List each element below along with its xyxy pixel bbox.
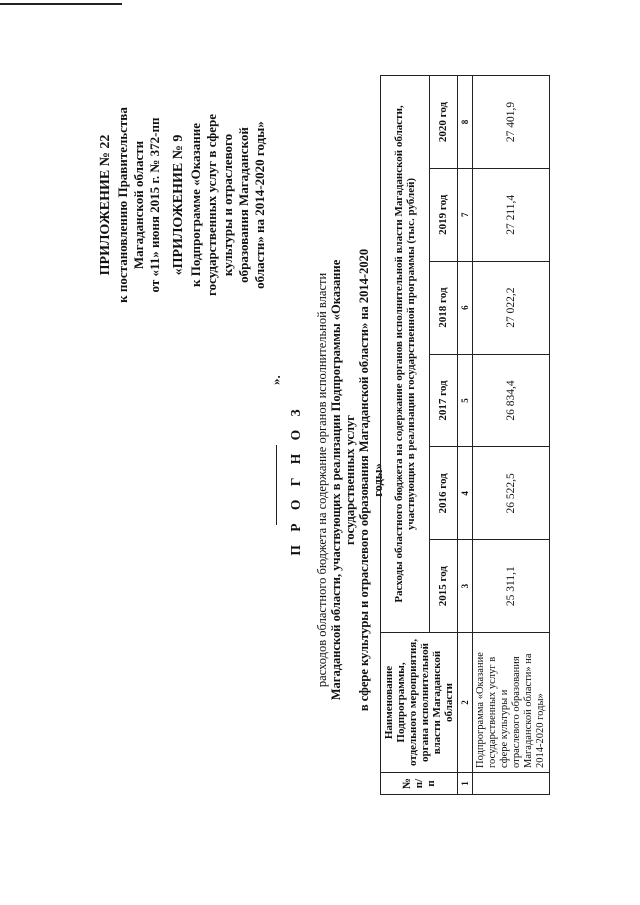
heading-line-3: в сфере культуры и отраслевого образования Магаданской области» на 2014-2020 годы» xyxy=(357,248,385,712)
column-number: 1 xyxy=(458,773,473,795)
value-cell: 25 311,1 xyxy=(473,540,550,633)
column-number: 7 xyxy=(458,168,473,261)
appendix-line-2: Магаданской области xyxy=(131,140,146,270)
appendix-line-1: к постановлению Правительства xyxy=(115,107,130,303)
value-cell: 27 401,9 xyxy=(473,76,550,169)
year-header: 2018 год xyxy=(429,261,457,354)
sub-appendix-text: к Подпрограмме «Оказание государственных услуг в сфере культуры и отраслевого образования Магаданской области» на 2014-2020 годы» xyxy=(188,114,267,296)
column-number: 4 xyxy=(458,447,473,540)
column-number: 3 xyxy=(458,540,473,633)
value-cell: 26 522,5 xyxy=(473,447,550,540)
col-number-header: № п/п xyxy=(381,773,458,795)
table-row xyxy=(473,76,550,795)
value-cell: 26 834,4 xyxy=(473,354,550,447)
heading-line-2: Магаданской области, участвующих в реализации Подпрограммы «Оказание государственных услуг xyxy=(329,259,357,701)
value-cell: 27 211,4 xyxy=(473,168,550,261)
appendix-line-3: от «11» июня 2015 г. № 372-пп xyxy=(147,117,162,293)
appendix-block xyxy=(98,105,268,305)
row-name: Подпрограмма «Оказание государственных услуг в сфере культуры и отраслевого образования Магаданской области» на 2014-2020 годы» xyxy=(473,633,550,773)
closing-quote: ». xyxy=(268,375,283,385)
row-number xyxy=(473,773,550,795)
forecast-table xyxy=(380,75,550,795)
year-header: 2016 год xyxy=(429,447,457,540)
column-number: 5 xyxy=(458,354,473,447)
col-group-header: Расходы областного бюджета на содержание органов исполнительной власти Магаданской области, участвующих в реализации государственной программы (тыс. рублей) xyxy=(381,76,430,633)
appendix-title: ПРИЛОЖЕНИЕ № 22 xyxy=(98,134,113,276)
end-rule xyxy=(276,445,277,525)
value-cell: 27 022,2 xyxy=(473,261,550,354)
column-number-row xyxy=(458,76,473,795)
document-heading xyxy=(289,245,385,715)
year-header: 2015 год xyxy=(429,540,457,633)
heading-line-1: расходов областного бюджета на содержание органов исполнительной власти xyxy=(315,272,329,688)
year-header: 2017 год xyxy=(429,354,457,447)
column-number: 6 xyxy=(458,261,473,354)
sub-appendix-title: «ПРИЛОЖЕНИЕ № 9 xyxy=(171,134,186,276)
heading-title: П Р О Г Н О З xyxy=(288,404,303,556)
col-name-header: Наименование Подпрограммы, отдельного мероприятия, органа исполнительной власти Магаданской области xyxy=(381,633,458,773)
year-header: 2019 год xyxy=(429,168,457,261)
year-header: 2020 год xyxy=(429,76,457,169)
column-number: 2 xyxy=(458,633,473,773)
column-number: 8 xyxy=(458,76,473,169)
